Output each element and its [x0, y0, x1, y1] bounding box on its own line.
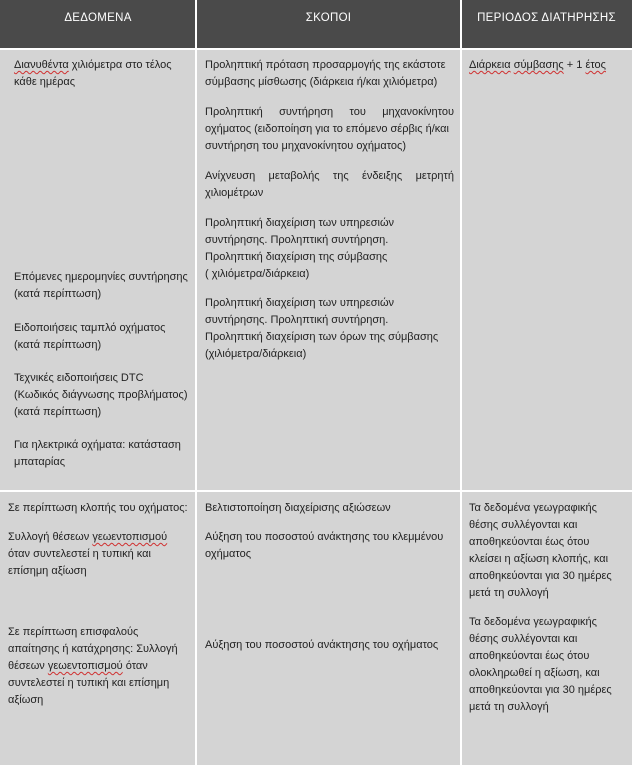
- header-retention-label: ΠΕΡΙΟΔΟΣ ΔΙΑΤΗΡΗΣΗΣ: [477, 12, 616, 24]
- purpose-item: Ανίχνευση μεταβολής της ένδειξης μετρητή χιλιομέτρων: [205, 170, 454, 199]
- row2-purposes-cell: [205, 492, 454, 765]
- column-divider: [460, 0, 462, 765]
- purpose-item: Προληπτική συντήρηση του μηχανοκίνητου οχήματος (ειδοποίηση για το επόμενο σέρβις ή/και συντήρηση του μηχανοκίνητου οχήματος): [205, 106, 454, 152]
- row1-retention-cell: [469, 50, 627, 488]
- header-retention: [461, 0, 632, 48]
- purpose-item: Αύξηση του ποσοστού ανάκτησης του κλεμμένου οχήματος: [205, 531, 444, 560]
- data-item-ev-battery: Για ηλεκτρικά οχήματα: κατάσταση μπαταρίας: [14, 439, 181, 468]
- data-item-theft-title: Σε περίπτωση κλοπής του οχήματος:: [8, 502, 188, 514]
- column-divider: [195, 0, 197, 765]
- row2-retention-cell: [469, 492, 629, 765]
- data-item-dtc: Τεχνικές ειδοποιήσεις DTC (Κωδικός διάγνωσης προβλήματος) (κατά περίπτωση): [14, 372, 188, 418]
- retention-item: Τα δεδομένα γεωγραφικής θέσης συλλέγονται και αποθηκεύονται έως ότου ολοκληρωθεί η αξίωση, και αποθηκεύονται για 30 ημέρες μετά τη συλλογή: [469, 616, 612, 713]
- data-item-dashboard-alerts: Ειδοποιήσεις ταμπλό οχήματος (κατά περίπτωση): [14, 322, 166, 351]
- header-data: [0, 0, 196, 48]
- retention-item: Τα δεδομένα γεωγραφικής θέσης συλλέγονται και αποθηκεύονται έως ότου κλείσει η αξίωση κλοπής, και αποθηκεύονται για 30 ημέρες μετά τη συλλογή: [469, 502, 612, 599]
- data-item-claim-geolocation: Σε περίπτωση επισφαλούς απαίτησης ή κατάχρησης: Συλλογή θέσεων γεωεντοπισμού όταν συντελεστεί η τυπική και επίσημη αξίωση: [8, 626, 178, 706]
- purpose-item: Αύξηση του ποσοστού ανάκτησης του οχήματος: [205, 639, 439, 651]
- purpose-item: Προληπτική πρόταση προσαρμογής της εκάστοτε σύμβασης μίσθωσης (διάρκεια ή/και χιλιόμετρα): [205, 59, 446, 88]
- data-item-theft-geolocation: Συλλογή θέσεων γεωεντοπισμού όταν συντελεστεί η τυπική και επίσημη αξίωση: [8, 531, 168, 577]
- data-item-next-service: Επόμενες ημερομηνίες συντήρησης (κατά περίπτωση): [14, 271, 188, 300]
- header-purposes-label: ΣΚΟΠΟΙ: [305, 12, 352, 24]
- retention-item: Διάρκεια σύμβασης + 1 έτος: [469, 59, 606, 71]
- header-purposes: [196, 0, 461, 48]
- header-data-label: ΔΕΔΟΜΕΝΑ: [64, 12, 132, 24]
- purpose-item: Βελτιστοποίηση διαχείρισης αξιώσεων: [205, 502, 391, 514]
- purpose-item: Προληπτική διαχείριση των υπηρεσιών συντήρησης. Προληπτική συντήρηση. Προληπτική διαχείριση της σύμβασης ( χιλιόμετρα/διάρκεια): [205, 217, 395, 280]
- row1-purposes-cell: [205, 50, 454, 488]
- purpose-item: Προληπτική διαχείριση των υπηρεσιών συντήρησης. Προληπτική συντήρηση. Προληπτική διαχείριση των όρων της σύμβασης (χιλιόμετρα/διάρκεια): [205, 297, 439, 360]
- row1-data-cell: [14, 50, 190, 488]
- row2-data-cell: [8, 492, 192, 765]
- data-item-daily-km: Διανυθέντα χιλιόμετρα στο τέλος κάθε ημέρας: [14, 59, 172, 88]
